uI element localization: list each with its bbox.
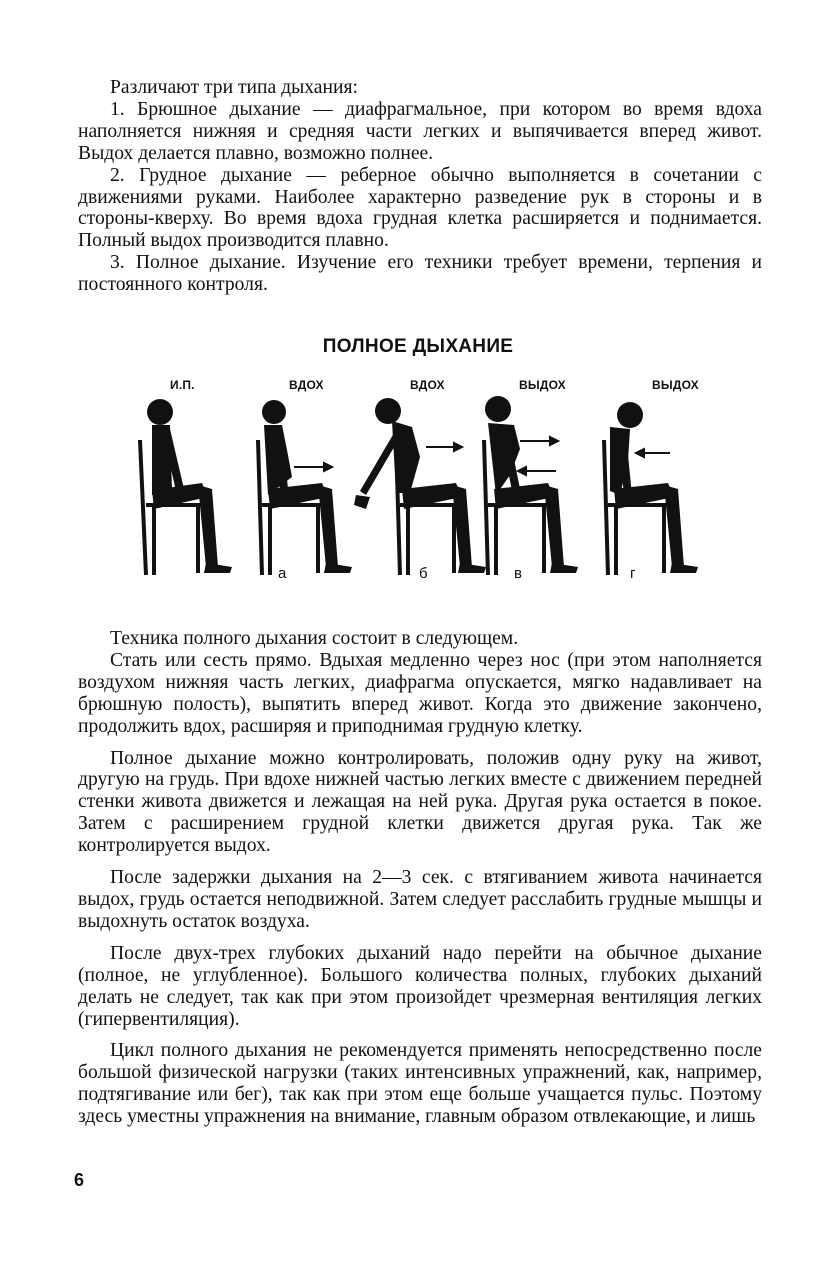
figure-letter-a: а [278, 565, 287, 582]
arrow-left-icon [518, 437, 558, 475]
paragraph: 1. Брюшное дыхание — диафрагмальное, при котором во время вдоха наполняется нижняя и средняя части легких и выпячивается вперед живот. Выдох делается плавно, возможно полнее. [78, 98, 762, 164]
paragraph: Цикл полного дыхания не рекомендуется применять непосредственно после большой физической нагрузки (таких интенсивных упражнений, как, например, подтягивание или бег), так как при этом еще больше учащается пульс. Поэтому здесь уместны упражнения на внимание, главным образом отвлекающие, и лишь [78, 1040, 762, 1128]
figure-label-inhale-2: ВДОХ [410, 378, 445, 392]
paragraph: Различают три типа дыхания: [110, 77, 358, 98]
figure-label-start: И.П. [170, 378, 195, 392]
figure-title: ПОЛНОЕ ДЫХАНИЕ [322, 336, 514, 357]
breathing-figures-illustration [0, 385, 836, 610]
arrow-left-icon [636, 449, 670, 457]
figure-letter-b: б [419, 565, 428, 582]
figure-label-exhale-1: ВЫДОХ [519, 378, 566, 392]
figure-inhale-a [258, 400, 352, 575]
figure-inhale-b [354, 398, 486, 575]
seated-person [354, 398, 486, 573]
paragraph: После задержки дыхания на 2—3 сек. с втягиванием живота начинается выдох, грудь остается неподвижной. Затем следует расслабить грудные мышцы и выдохнуть остаток воздуха. [78, 867, 762, 932]
arrow-right-icon [294, 463, 332, 471]
figure-exhale-c [484, 396, 578, 575]
seated-person [147, 399, 232, 573]
figure-letter-d: г [630, 565, 636, 582]
paragraph: 3. Полное дыхание. Изучение его техники требует времени, терпения и постоянного контроля. [78, 252, 762, 296]
intro-text [78, 77, 762, 296]
seated-person [485, 396, 578, 573]
paragraph: Техника полного дыхания состоит в следующем. [110, 628, 519, 649]
figure-label-exhale-2: ВЫДОХ [652, 378, 699, 392]
page-number: 6 [74, 1170, 85, 1190]
seated-person [610, 402, 698, 573]
paragraph: После двух-трех глубоких дыханий надо перейти на обычное дыхание (полное, не углубленное). Большого количества полных, глубоких дыханий делать не следует, так как при этом произойдет чрезмерная вентиляция легких (гипервентиляция). [78, 942, 762, 1030]
body-text [78, 628, 762, 1128]
arrow-right-icon [426, 443, 462, 451]
seated-person [262, 400, 352, 573]
figure-label-inhale-1: ВДОХ [289, 378, 324, 392]
paragraph: Полное дыхание можно контролировать, положив одну руку на живот, другую на грудь. При вдохе нижней частью легких вместе с движением передней стенки живота движется и лежащая на ней рука. Другая рука остается в покое. Затем с расширением грудной клетки движется другая рука. Так же контролируется выдох. [78, 747, 762, 857]
figure-exhale-d [604, 402, 698, 575]
figure-initial-position [140, 399, 232, 575]
figure-letter-c: в [514, 565, 522, 582]
paragraph: Стать или сесть прямо. Вдыхая медленно через нос (при этом наполняется воздухом нижняя часть легких, диафрагма опускается, мягко надавливает на брюшную полость), выпятить вперед живот. Когда это движение закончено, продолжить вдох, расширяя и приподнимая грудную клетку. [78, 649, 762, 737]
paragraph: 2. Грудное дыхание — реберное обычно выполняется в сочетании с движениями руками. Наиболее характерно разведение рук в стороны и в стороны-кверху. Во время вдоха грудная клетка расширяется и поднимается. Полный выдох производится плавно. [78, 164, 762, 252]
